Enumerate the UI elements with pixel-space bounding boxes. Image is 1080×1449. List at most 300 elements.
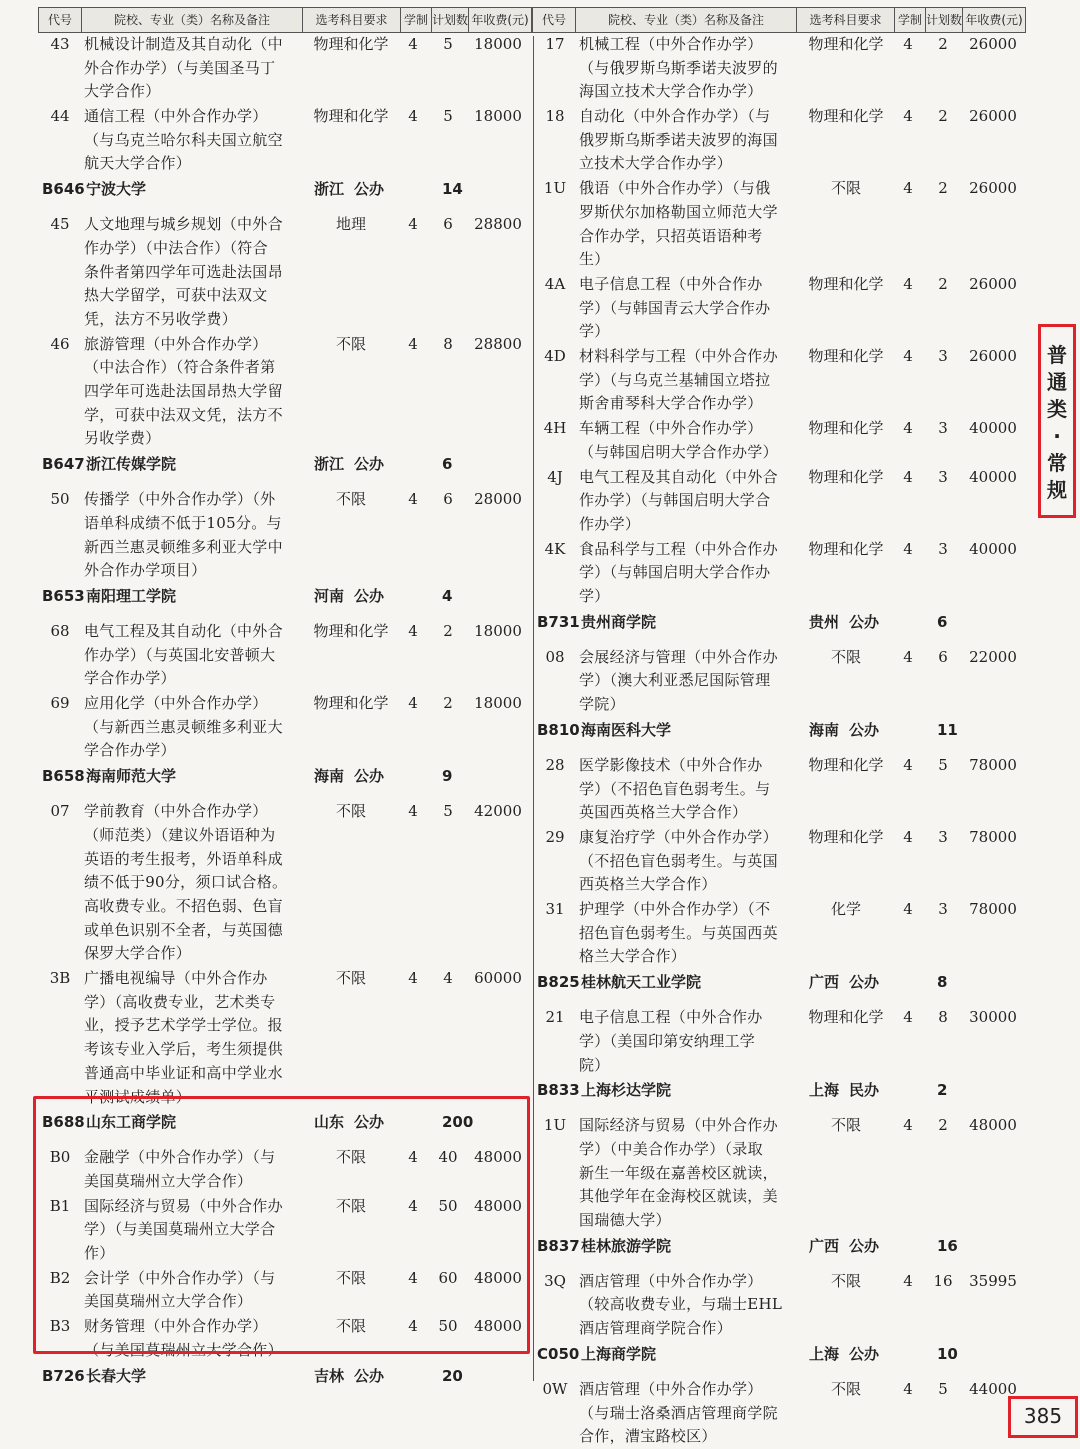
major-fee: 22000 <box>969 647 1017 666</box>
major-length: 4 <box>903 539 913 558</box>
major-row <box>533 898 1025 969</box>
major-name-line: 格兰大学合作） <box>579 947 687 966</box>
major-name-line: 酒店管理（中外合作办学） <box>579 1271 763 1290</box>
sidebar-char: 类 <box>1047 397 1067 421</box>
major-code: B2 <box>49 1268 71 1287</box>
major-code: 29 <box>545 828 565 846</box>
major-subject: 不限 <box>335 802 366 821</box>
major-count: 3 <box>938 539 948 558</box>
major-subject: 物理和化学 <box>313 107 389 126</box>
major-name-line: 金融学（中外合作办学）（与 <box>84 1148 276 1167</box>
institution-count: 6 <box>442 455 453 474</box>
major-subject: 物理和化学 <box>808 419 884 438</box>
major-name-line: 英语的考生报考，外语单科成 <box>84 849 283 868</box>
major-name-line: 学）（不招色盲色弱考生。与 <box>579 779 771 798</box>
major-code: 4J <box>547 467 563 486</box>
institution-type: 公办 <box>354 767 385 786</box>
institution-code: B726 <box>42 1366 85 1385</box>
institution-row <box>533 1078 1023 1104</box>
major-fee: 44000 <box>969 1379 1017 1398</box>
major-name-line: 另收学费） <box>84 429 161 448</box>
header-fee: 年收费(元) <box>468 7 532 33</box>
major-name-line: 罗斯伏尔加格勒国立师范大学 <box>579 202 778 221</box>
institution-province: 贵州 <box>809 612 840 631</box>
major-name-line: 国际经济与贸易（中外合作办 <box>84 1196 283 1215</box>
major-row <box>38 33 530 104</box>
major-length: 4 <box>903 1379 913 1398</box>
major-count: 50 <box>438 1196 458 1215</box>
major-name-line: 语单科成绩不低于105分。与 <box>84 513 282 532</box>
major-row <box>533 417 1025 464</box>
major-name-line: （师范类）（建议外语语种为 <box>84 825 276 844</box>
institution-name: 南阳理工学院 <box>86 587 177 605</box>
institution-type: 公办 <box>354 1366 385 1385</box>
major-name-line: 热大学留学，可获中法双文 <box>84 286 268 305</box>
major-length: 4 <box>408 35 418 53</box>
major-name-line: 康复治疗学（中外合作办学） <box>579 828 778 846</box>
major-subject: 物理和化学 <box>808 347 884 366</box>
institution-row <box>38 452 528 478</box>
institution-row <box>38 584 528 610</box>
major-count: 3 <box>938 467 948 486</box>
major-row <box>533 538 1025 609</box>
institution-name: 长春大学 <box>86 1366 147 1385</box>
major-name-line: 学）（与韩国青云大学合作办 <box>579 298 771 317</box>
sidebar-char: 规 <box>1047 478 1067 502</box>
major-code: 3Q <box>544 1271 566 1290</box>
major-length: 4 <box>408 1317 418 1336</box>
major-name-line: 广播电视编导（中外合作办 <box>84 969 268 988</box>
major-name-line: 普通高中毕业证和高中学业水 <box>84 1063 283 1082</box>
major-name-line: 立技术大学合作办学） <box>579 154 733 173</box>
header-fee: 年收费(元) <box>962 7 1026 33</box>
major-length: 4 <box>408 215 418 234</box>
major-row <box>38 692 530 763</box>
major-code: 1U <box>543 1116 567 1135</box>
major-name-line: 海国立技术大学合作办学） <box>579 82 763 101</box>
institution-type: 公办 <box>354 1113 385 1132</box>
major-length: 4 <box>408 694 418 713</box>
institution-province: 海南 <box>314 767 345 786</box>
institution-province: 上海 <box>809 1081 840 1100</box>
major-count: 3 <box>938 900 948 919</box>
major-fee: 18000 <box>474 107 522 126</box>
institution-row <box>533 1342 1023 1368</box>
major-code: 50 <box>50 490 70 509</box>
major-code: 0W <box>542 1379 568 1398</box>
major-code: 4H <box>543 419 567 438</box>
major-name-line: 美国莫瑞州立大学合作） <box>84 1292 253 1311</box>
major-name-line: 酒店管理商学院合作） <box>579 1319 733 1338</box>
institution-type: 公办 <box>354 180 385 199</box>
sidebar-char: · <box>1053 424 1061 448</box>
header-count: 计划数 <box>925 7 963 33</box>
institution-row <box>38 764 528 790</box>
sidebar-char: 普 <box>1047 343 1067 367</box>
major-code: 07 <box>50 802 70 821</box>
institution-code: B810 <box>537 720 580 739</box>
major-name-line: 生） <box>579 250 610 269</box>
major-subject: 不限 <box>335 334 366 353</box>
major-subject: 不限 <box>335 1268 366 1287</box>
major-fee: 60000 <box>474 969 522 988</box>
major-row <box>533 273 1025 344</box>
major-fee: 26000 <box>969 179 1017 198</box>
major-length: 4 <box>408 334 418 353</box>
major-length: 4 <box>903 275 913 293</box>
major-length: 4 <box>408 1196 418 1215</box>
institution-code: B688 <box>42 1113 85 1132</box>
major-length: 4 <box>903 828 913 846</box>
institution-count: 6 <box>937 612 948 631</box>
major-name-line: 学前教育（中外合作办学） <box>84 802 268 821</box>
major-name-line: 外合作办学）（与美国圣马丁 <box>84 58 276 77</box>
major-name-line: 学）（与乌克兰基辅国立塔拉 <box>579 370 771 389</box>
institution-count: 10 <box>937 1344 958 1363</box>
page-number: 385 <box>1023 1404 1063 1428</box>
institution-province: 山东 <box>314 1113 345 1132</box>
major-name-line: 学）（澳大利亚悉尼国际管理 <box>579 671 771 690</box>
institution-code: B647 <box>42 455 85 474</box>
institution-count: 16 <box>937 1236 958 1255</box>
major-count: 5 <box>443 35 453 53</box>
institution-code: B837 <box>537 1236 580 1255</box>
institution-count: 4 <box>442 587 453 605</box>
institution-count: 2 <box>937 1081 948 1100</box>
major-name-line: 机械设计制造及其自动化（中 <box>84 35 283 53</box>
institution-code: B731 <box>537 612 580 631</box>
institution-code: B653 <box>42 587 85 605</box>
major-name-line: 四学年可选赴法国昂热大学留 <box>84 382 283 401</box>
major-length: 4 <box>903 900 913 919</box>
major-code: 4K <box>544 539 566 558</box>
major-name-line: （与美国莫瑞州立大学合作） <box>84 1340 283 1359</box>
major-row <box>38 488 530 583</box>
major-row <box>533 466 1025 537</box>
major-count: 2 <box>938 1116 948 1135</box>
major-name-line: 平测试成绩单） <box>84 1087 192 1106</box>
major-subject: 地理 <box>335 215 366 234</box>
institution-code: B833 <box>537 1081 580 1100</box>
major-subject: 物理和化学 <box>313 694 389 713</box>
major-name-line: 俄语（中外合作办学）（与俄 <box>579 179 771 198</box>
major-length: 4 <box>408 490 418 509</box>
institution-row <box>533 970 1023 996</box>
major-row <box>533 1270 1025 1341</box>
institution-type: 公办 <box>354 587 385 605</box>
major-name-line: 会展经济与管理（中外合作办 <box>579 647 778 666</box>
major-name-line: （与乌克兰哈尔科夫国立航空 <box>84 130 283 149</box>
institution-province: 吉林 <box>314 1366 345 1385</box>
major-length: 4 <box>903 107 913 126</box>
major-name-line: （与瑞士洛桑酒店管理商学院 <box>579 1403 778 1422</box>
major-code: 08 <box>545 647 565 666</box>
major-name-line: 医学影像技术（中外合作办 <box>579 755 763 774</box>
institution-province: 广西 <box>809 973 840 992</box>
major-name-line: 学院） <box>579 695 625 714</box>
major-subject: 物理和化学 <box>808 107 884 126</box>
major-length: 4 <box>903 1008 913 1027</box>
header-subject: 选考科目要求 <box>302 7 401 33</box>
major-name-line: 招色盲色弱考生。与英国西英 <box>579 923 778 942</box>
major-code: 4D <box>544 347 566 366</box>
institution-type: 公办 <box>849 973 880 992</box>
major-fee: 28800 <box>474 334 522 353</box>
major-name-line: 其他学年在金海校区就读，美 <box>579 1187 778 1206</box>
major-name-line: （较高收费专业，与瑞士EHL <box>579 1295 783 1314</box>
institution-name: 桂林航天工业学院 <box>581 973 702 992</box>
major-name-line: 新西兰惠灵顿维多利亚大学中 <box>84 537 283 556</box>
major-name-line: （与新西兰惠灵顿维多利亚大 <box>84 717 283 736</box>
major-fee: 28800 <box>474 215 522 234</box>
major-name-line: 业，授予艺术学学士学位。报 <box>84 1016 283 1035</box>
major-subject: 不限 <box>335 490 366 509</box>
major-code: B0 <box>49 1148 71 1167</box>
major-row <box>38 105 530 176</box>
header-length: 学制 <box>894 7 926 33</box>
major-fee: 26000 <box>969 107 1017 126</box>
major-length: 4 <box>903 755 913 774</box>
major-name-line: 人文地理与城乡规划（中外合 <box>84 215 283 234</box>
major-fee: 35995 <box>969 1271 1017 1290</box>
major-code: 28 <box>545 755 565 774</box>
major-subject: 不限 <box>830 647 861 666</box>
major-count: 40 <box>438 1148 458 1167</box>
major-row <box>533 105 1025 176</box>
major-code: 45 <box>50 215 70 234</box>
major-name-line: 电子信息工程（中外合作办 <box>579 1008 763 1027</box>
major-name-line: 车辆工程（中外合作办学） <box>579 419 763 438</box>
major-name-line: 学）（与美国莫瑞州立大学合 <box>84 1220 276 1239</box>
institution-province: 上海 <box>809 1344 840 1363</box>
major-name-line: （中法合作）（符合条件者第 <box>84 358 276 377</box>
institution-type: 公办 <box>849 720 880 739</box>
major-subject: 化学 <box>830 900 861 919</box>
major-name-line: 学合作办学） <box>84 669 176 688</box>
major-name-line: 高收费专业。不招色弱、色盲 <box>84 896 283 915</box>
header-code: 代号 <box>532 7 576 33</box>
major-fee: 78000 <box>969 755 1017 774</box>
major-count: 2 <box>938 275 948 293</box>
major-name-line: 保罗大学合作） <box>84 944 192 963</box>
major-row <box>533 1378 1025 1449</box>
major-fee: 40000 <box>969 467 1017 486</box>
major-fee: 48000 <box>474 1196 522 1215</box>
major-subject: 不限 <box>830 1379 861 1398</box>
major-name-line: 学）（高收费专业，艺术类专 <box>84 992 276 1011</box>
major-name-line: 院） <box>579 1055 610 1074</box>
major-name-line: 国瑞德大学） <box>579 1211 671 1230</box>
major-subject: 不限 <box>335 1148 366 1167</box>
institution-row <box>38 177 528 203</box>
major-code: 31 <box>545 900 565 919</box>
header-right <box>532 7 1025 33</box>
institution-code: B646 <box>42 180 85 199</box>
major-code: B1 <box>49 1196 71 1215</box>
header-name: 院校、专业（类）名称及备注 <box>575 7 797 33</box>
institution-code: B658 <box>42 767 85 786</box>
major-name-line: 新生一年级在嘉善校区就读， <box>579 1163 778 1182</box>
major-length: 4 <box>903 35 913 53</box>
major-row <box>38 333 530 452</box>
major-fee: 48000 <box>474 1268 522 1287</box>
major-name-line: 学）（美国印第安纳理工学 <box>579 1031 756 1050</box>
major-count: 16 <box>933 1271 953 1290</box>
major-count: 8 <box>443 334 453 353</box>
major-name-line: 绩不低于90分，须口试合格。 <box>84 873 288 892</box>
major-count: 3 <box>938 347 948 366</box>
header-subject: 选考科目要求 <box>796 7 895 33</box>
major-name-line: （不招色盲色弱考生。与英国 <box>579 851 778 870</box>
highlight-box <box>33 1096 530 1354</box>
major-row <box>533 1114 1025 1233</box>
major-length: 4 <box>408 1268 418 1287</box>
major-row <box>533 345 1025 416</box>
institution-count: 14 <box>442 180 463 199</box>
major-name-line: 航天大学合作） <box>84 154 192 173</box>
major-count: 50 <box>438 1317 458 1336</box>
major-code: 3B <box>49 969 71 988</box>
major-name-line: 学合作办学） <box>84 741 176 760</box>
institution-row <box>533 610 1023 636</box>
institution-type: 公办 <box>849 1236 880 1255</box>
institution-name: 上海杉达学院 <box>581 1081 672 1100</box>
institution-province: 广西 <box>809 1236 840 1255</box>
major-name-line: 或单色识别不全者，与英国德 <box>84 920 283 939</box>
major-code: 68 <box>50 622 70 640</box>
major-fee: 28000 <box>474 490 522 509</box>
major-name-line: 电气工程及其自动化（中外合 <box>84 622 283 640</box>
major-name-line: 酒店管理（中外合作办学） <box>579 1379 763 1398</box>
major-fee: 18000 <box>474 35 522 53</box>
major-length: 4 <box>903 467 913 486</box>
major-name-line: 斯舍甫琴科大学合作办学） <box>579 394 763 413</box>
major-count: 3 <box>938 419 948 438</box>
header-count: 计划数 <box>431 7 469 33</box>
major-name-line: 俄罗斯乌斯季诺夫波罗的海国 <box>579 130 778 149</box>
major-fee: 78000 <box>969 828 1017 846</box>
major-count: 5 <box>443 802 453 821</box>
institution-row <box>38 1364 528 1390</box>
header-left <box>38 7 531 33</box>
institution-province: 海南 <box>809 720 840 739</box>
major-name-line: 凭，法方不另收学费） <box>84 309 238 328</box>
institution-name: 浙江传媒学院 <box>86 455 177 474</box>
institution-count: 8 <box>937 973 948 992</box>
major-name-line: 电子信息工程（中外合作办 <box>579 275 763 293</box>
institution-name: 山东工商学院 <box>86 1113 177 1132</box>
major-code: B3 <box>49 1317 71 1336</box>
institution-name: 宁波大学 <box>86 180 147 199</box>
major-subject: 不限 <box>830 1271 861 1290</box>
major-name-line: 学） <box>579 587 610 606</box>
major-subject: 物理和化学 <box>808 275 884 293</box>
major-length: 4 <box>903 179 913 198</box>
major-name-line: 传播学（中外合作办学）（外 <box>84 490 276 509</box>
major-subject: 物理和化学 <box>808 1008 884 1027</box>
major-code: 21 <box>545 1008 565 1027</box>
major-name-line: 电气工程及其自动化（中外合 <box>579 467 778 486</box>
major-subject: 物理和化学 <box>313 622 389 640</box>
header-length: 学制 <box>400 7 432 33</box>
sidebar-char: 通 <box>1047 370 1067 394</box>
major-count: 6 <box>443 490 453 509</box>
major-code: 43 <box>50 35 70 53</box>
header-name: 院校、专业（类）名称及备注 <box>81 7 303 33</box>
major-name-line: 护理学（中外合作办学）（不 <box>579 900 771 919</box>
major-name-line: （与俄罗斯乌斯季诺夫波罗的 <box>579 58 778 77</box>
institution-name: 贵州商学院 <box>581 612 657 631</box>
major-row <box>38 800 530 966</box>
major-count: 4 <box>443 969 453 988</box>
major-name-line: 作办学）（与英国北安普顿大 <box>84 645 276 664</box>
sidebar-char: 常 <box>1047 451 1067 475</box>
institution-name: 上海商学院 <box>581 1344 657 1363</box>
major-subject: 不限 <box>830 179 861 198</box>
institution-count: 200 <box>442 1113 474 1132</box>
major-name-line: （与韩国启明大学合作办学） <box>579 442 778 461</box>
major-code: 4A <box>544 275 566 293</box>
major-length: 4 <box>903 347 913 366</box>
major-subject: 物理和化学 <box>808 35 884 53</box>
institution-count: 9 <box>442 767 453 786</box>
major-count: 2 <box>938 179 948 198</box>
major-row <box>533 646 1025 717</box>
major-length: 4 <box>903 419 913 438</box>
institution-province: 浙江 <box>314 180 345 199</box>
major-code: 69 <box>50 694 70 713</box>
major-subject: 物理和化学 <box>808 755 884 774</box>
major-name-line: 英国西英格兰大学合作） <box>579 803 748 822</box>
major-name-line: 外合作办学项目） <box>84 561 207 580</box>
major-row <box>533 1006 1025 1077</box>
institution-row <box>533 1234 1023 1260</box>
major-code: 18 <box>545 107 565 126</box>
major-name-line: 条件者第四学年可选赴法国昂 <box>84 262 283 281</box>
major-subject: 物理和化学 <box>808 828 884 846</box>
major-name-line: 西英格兰大学合作） <box>579 875 717 894</box>
major-name-line: 作办学）（与韩国启明大学合 <box>579 491 771 510</box>
major-length: 4 <box>408 969 418 988</box>
major-count: 6 <box>938 647 948 666</box>
major-code: 44 <box>50 107 70 126</box>
major-fee: 40000 <box>969 539 1017 558</box>
major-name-line: 学）（与韩国启明大学合作办 <box>579 563 771 582</box>
major-name-line: 合作，漕宝路校区） <box>579 1427 717 1446</box>
major-row <box>38 967 530 1109</box>
institution-type: 公办 <box>849 1344 880 1363</box>
institution-name: 桂林旅游学院 <box>581 1236 672 1255</box>
major-row <box>38 620 530 691</box>
major-fee: 26000 <box>969 275 1017 293</box>
major-code: 1U <box>543 179 567 198</box>
major-name-line: 考该专业入学后，考生须提供 <box>84 1040 283 1059</box>
institution-row <box>533 718 1023 744</box>
major-name-line: 学）（中美合作办学）（录取 <box>579 1139 763 1158</box>
major-length: 4 <box>903 1116 913 1135</box>
major-length: 4 <box>408 622 418 640</box>
major-subject: 物理和化学 <box>808 539 884 558</box>
institution-name: 海南医科大学 <box>581 720 672 739</box>
major-name-line: 大学合作） <box>84 82 161 101</box>
major-count: 2 <box>443 694 453 713</box>
major-name-line: 材料科学与工程（中外合作办 <box>579 347 778 366</box>
major-name-line: 作） <box>84 1244 115 1263</box>
major-count: 2 <box>938 107 948 126</box>
major-fee: 26000 <box>969 35 1017 53</box>
institution-name: 海南师范大学 <box>86 767 177 786</box>
major-code: 46 <box>50 334 70 353</box>
